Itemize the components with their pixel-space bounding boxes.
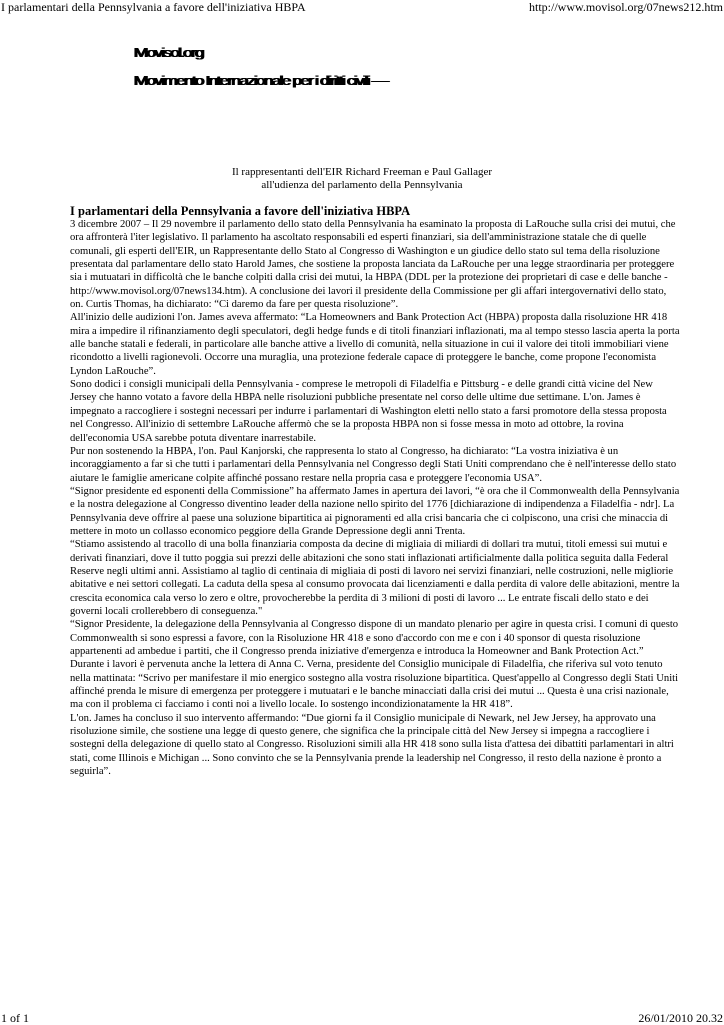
site-tagline: Movimento Internazionale per i diritti civili —	[133, 73, 387, 88]
site-name[interactable]: Movisol.org	[133, 45, 202, 60]
print-header-url: http://www.movisol.org/07news212.htm	[528, 0, 723, 14]
article-paragraph: “Signor Presidente, la delegazione della Pennsylvania al Congresso dispone di un mandato plenario per agire in questa crisi. I comuni di questo Commonwealth si sono espressi a favore, con la Risoluzione HR 418 e sono d'accordo con me e con i 40 sponsor di questa risoluzione appartenenti ad ambedue i partiti, che il Congresso prenda iniziative d'emergenza e introduca la Homeowner and Bank Protection Act.”	[70, 619, 679, 657]
article	[70, 204, 682, 784]
article-paragraph: All'inizio delle audizioni l'on. James aveva affermato: “La Homeowners and Bank Protection Act (HBPA) proposta dalla risoluzione HR 418 mira a impedire il rifinanziamento degli speculatori, degli hedge funds e di titoli finanziari inflazionati, ma al tempo stesso lascia aperta la porta alle banche statali e federali, in particolare alle banche attive a livello di comunità, nella situazione in cui il valore dei titoli immobiliari viene ricondotto a livelli ragionevoli. Occorre una muraglia, una protezione federale capace di proteggere le banche, come propone l'economista Lyndon LaRouche”.	[70, 312, 680, 377]
article-title: I parlamentari della Pennsylvania a favore dell'iniziativa HBPA	[70, 204, 411, 218]
photo-caption	[0, 166, 724, 192]
print-footer-datetime: 26/01/2010 20.32	[638, 1011, 723, 1025]
article-paragraph: 3 dicembre 2007 – Il 29 novembre il parlamento dello stato della Pennsylvania ha esaminato la proposta di LaRouche sulla crisi dei mutui, che ora affronterà l'iter legislativo. Il parlamento ha ascoltato responsabili ed esperti finanziari, sia dell'amministrazione statale che di quelle comunali, gli esperti dell'EIR, un Rappresentante dello Stato al Congresso di Washington e un giudice dello stato sul tema della risoluzione presentata dal parlamentare dello stato Harold James, che sostiene la proposta lanciata da LaRouche per una legge straordinaria per proteggere sia i mutuatari in difficoltà che le banche colpiti dalla crisi dei mutui, la HBPA (DDL per la protezione dei proprietari di case e delle banche - http://www.movisol.org/07news134.htm). A conclusione dei lavori il presidente della Commissione per gli affari intergovernativi dello stato, on. Curtis Thomas, ha dichiarato: “Ci daremo da fare per questa risoluzione”.	[70, 219, 676, 311]
article-paragraph: Pur non sostenendo la HBPA, l'on. Paul Kanjorski, che rappresenta lo stato al Congresso, ha dichiarato: “La vostra iniziativa è un incoraggiamento a far sì che tutti i parlamentari della Pennsylvania nel Congresso degli Stati Uniti comprendano che è nell'interesse dello stato aiutare le famiglie americane colpite affinché possano restare nella propria casa e proteggere l'economia USA”.	[70, 445, 677, 484]
article-paragraph: “Stiamo assistendo al tracollo di una bolla finanziaria composta da decine di migliaia di miliardi di dollari tra mutui, titoli emessi sui mutui e derivati finanziari, dove il tutto poggia sui prezzi delle abitazioni che sono stati inflazionati artificialmente dalla politica seguita dalla Federal Reserve negli ultimi anni. Assistiamo al taglio di centinaia di migliaia di posti di lavoro nei servizi finanziari, nelle costruzioni, nelle migliorie abitative e nei settori collegati. La caduta della spesa al consumo provocata dai licenziamenti e dalla perdita di valore delle abitazioni, mentre la crescita economica cala verso lo zero e oltre, provocherebbe la perdita di 3 milioni di posti di lavoro ... Le entrate fiscali dello stato e dei governi locali crollerebbero di conseguenza."	[70, 539, 680, 617]
print-footer-page: 1 of 1	[1, 1011, 29, 1025]
article-paragraph: “Signor presidente ed esponenti della Commissione” ha affermato James in apertura dei lavori, “è ora che il Commonwealth della Pennsylvania e la nostra delegazione al Congresso diventino leader della nazione nello spirito del 1776 [dichiarazione di indipendenza a Filadelfia - ndr]. La Pennsylvania deve offrire al paese una soluzione bipartitica ai pignoramenti ed alla crisi bancaria che ci colpiscono, una crisi che minaccia di mettere in moto un collasso economico peggiore della Grande Depressione degli anni Trenta.	[70, 485, 680, 537]
article-paragraph: L'on. James ha concluso il suo intervento affermando: “Due giorni fa il Consiglio municipale di Newark, nel Jew Jersey, ha approvato una risoluzione simile, che sostiene una legge di questo genere, che significa che la principale città del New Jersey si impegna a raccogliere i sostegni della delegazione di quello stato al Congresso. Risoluzioni simili alla HR 418 sono sulla lista d'attesa dei dibattiti parlamentari in altri stati, come Illinois e Michigan ... Sono convinto che se la Pennsylvania prende la leadership nel Congresso, il resto della nazione è pronto a seguirla”.	[70, 712, 674, 778]
photo-caption-line-2: all'udienza del parlamento della Pennsylvania	[261, 179, 463, 191]
photo-caption-line-1: Il rappresentanti dell'EIR Richard Freeman e Paul Gallager	[231, 166, 493, 178]
article-paragraph: Sono dodici i consigli municipali della Pennsylvania - comprese le metropoli di Filadelfia e Pittsburg - e delle grandi città vicine del New Jersey che hanno votato a favore della HBPA nelle risoluzioni pubbliche presentate nel corso delle ultime due settimane. L'on. James è impegnato a raccogliere i sostegni necessari per indurre i parlamentari di Washington eletti nello stato a farsi promotore della stessa proposta nel Congresso. All'inizio di settembre LaRouche affermò che se la proposta HBPA non si fosse messa in moto ad ottobre, la rovina dell'economia USA sarebbe potuta diventare inarrestabile.	[70, 379, 667, 444]
print-header-title: I parlamentari della Pennsylvania a favore dell'iniziativa HBPA	[1, 0, 306, 14]
article-paragraph: Durante i lavori è pervenuta anche la lettera di Anna C. Verna, presidente del Consiglio municipale di Filadelfia, che riferiva sul voto tenuto nella mattinata: “Scrivo per manifestare il mio energico sostegno alla vostra risoluzione bipartitica. Quest'appello al Congresso degli Stati Uniti affinché prenda le misure di emergenza per proteggere i mutuatari e le banche minacciati dalla crisi dei mutui ... Questa è una crisi nazionale, ma con il problema ci facciamo i conti noi a livello locale. Io sostengo incondizionatamente la HR 418”.	[70, 659, 679, 711]
